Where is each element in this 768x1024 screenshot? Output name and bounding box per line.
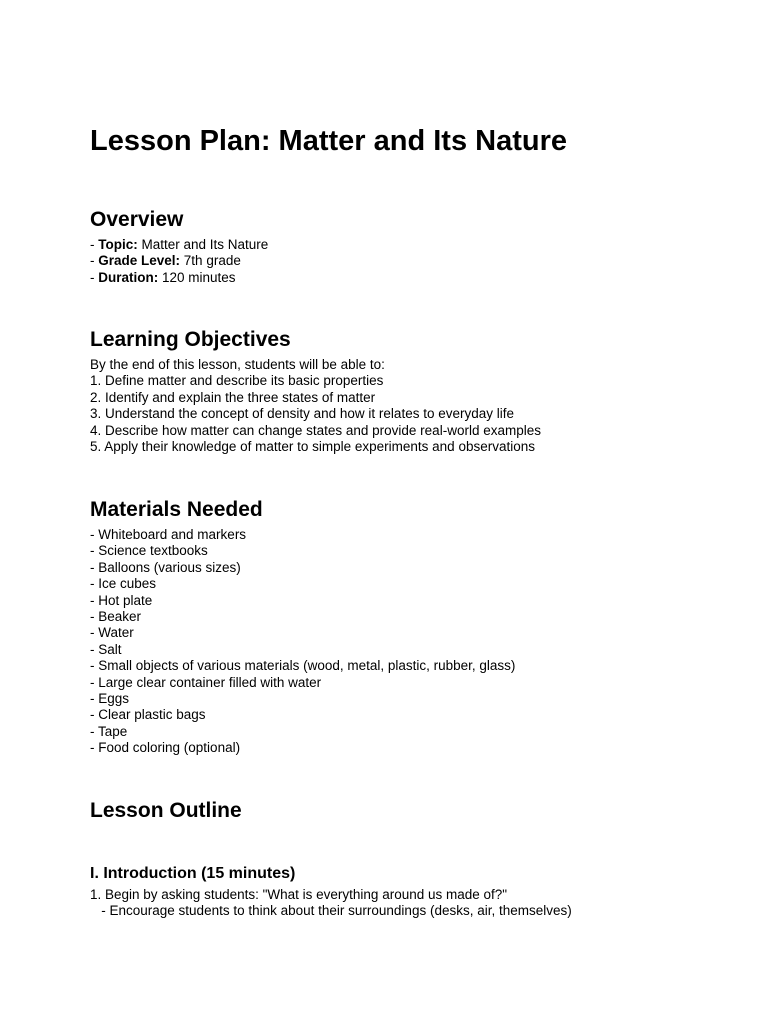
objectives-section: [90, 326, 730, 455]
material-item: - Whiteboard and markers: [90, 527, 247, 542]
outline-heading: Lesson Outline: [90, 799, 242, 822]
overview-item-label: Duration:: [98, 269, 159, 285]
overview-item-label: Topic:: [98, 237, 138, 252]
overview-item-topic: [90, 237, 730, 253]
material-item: - Ice cubes: [90, 576, 157, 592]
overview-section: [90, 206, 730, 286]
overview-item-value: 120 minutes: [158, 269, 236, 285]
introduction-heading: I. Introduction (15 minutes): [90, 865, 296, 882]
material-item: - Tape: [90, 723, 128, 739]
overview-heading: Overview: [90, 208, 184, 231]
overview-item-prefix: -: [90, 237, 99, 252]
overview-item-prefix: -: [90, 253, 99, 269]
materials-heading: Materials Needed: [90, 498, 263, 521]
introduction-list: [90, 887, 730, 920]
material-item: - Hot plate: [90, 592, 153, 608]
overview-item-duration: [90, 270, 730, 286]
material-item: - Balloons (various sizes): [90, 559, 241, 575]
objective-item: 3. Understand the concept of density and how it relates to everyday life: [90, 406, 514, 422]
material-item: - Large clear container filled with water: [90, 674, 322, 690]
objective-item: 1. Define matter and describe its basic properties: [90, 373, 384, 389]
material-item: - Eggs: [90, 691, 130, 707]
material-item: - Water: [90, 625, 134, 641]
material-item: - Science textbooks: [90, 543, 208, 559]
materials-list: [90, 527, 730, 757]
overview-item-label: Grade Level:: [98, 253, 181, 269]
objective-item: 4. Describe how matter can change states and provide real-world examples: [90, 422, 541, 438]
overview-item-value: 7th grade: [180, 253, 241, 269]
material-item: - Salt: [90, 641, 122, 657]
material-item: - Small objects of various materials (wood, metal, plastic, rubber, glass): [90, 658, 516, 674]
material-item: - Clear plastic bags: [90, 707, 206, 723]
objectives-heading: Learning Objectives: [90, 328, 291, 351]
introduction-subitem: - Encourage students to think about their surroundings (desks, air, themselves): [90, 903, 572, 919]
overview-item-prefix: -: [90, 269, 99, 285]
overview-item-grade-level: [90, 253, 730, 269]
materials-section: [90, 496, 730, 757]
material-item: - Food coloring (optional): [90, 740, 241, 756]
overview-item-value: Matter and Its Nature: [137, 237, 269, 252]
material-item: - Beaker: [90, 609, 142, 625]
objective-item: 2. Identify and explain the three states of matter: [90, 389, 376, 405]
document-title: Lesson Plan: Matter and Its Nature: [90, 125, 567, 157]
objective-item: 5. Apply their knowledge of matter to simple experiments and observations: [90, 439, 535, 455]
introduction-section: [90, 863, 730, 920]
objectives-list: [90, 357, 730, 455]
introduction-item: 1. Begin by asking students: "What is everything around us made of?": [90, 887, 508, 902]
overview-list: [90, 237, 730, 286]
objectives-intro: By the end of this lesson, students will be able to:: [90, 357, 385, 372]
outline-section: [90, 797, 730, 825]
